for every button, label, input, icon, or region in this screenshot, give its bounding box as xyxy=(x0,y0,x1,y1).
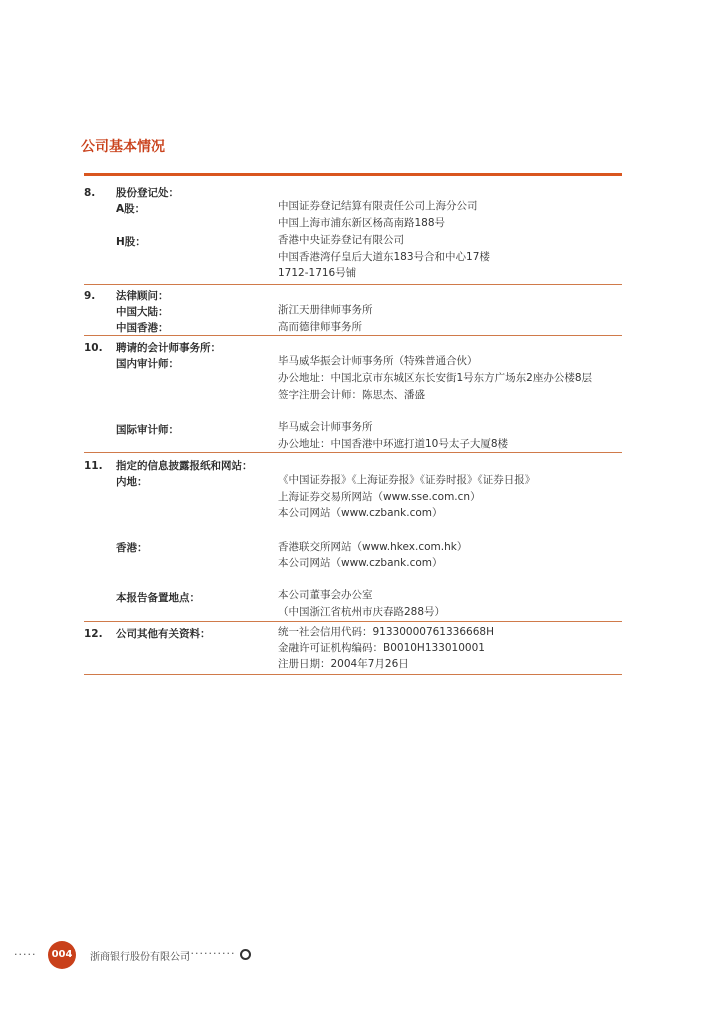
h-share-label: H股： xyxy=(116,236,146,248)
section-11-label: 指定的信息披露报纸和网站： xyxy=(116,460,253,472)
h-share-line-1: 香港中央证券登记有限公司 xyxy=(278,234,404,246)
a-share-label: A股： xyxy=(116,203,146,215)
domestic-auditor-label: 国内审计师： xyxy=(116,358,179,370)
credit-code: 统一社会信用代码：91330000761336668H xyxy=(278,626,494,638)
footer-company-name: 浙商银行股份有限公司 xyxy=(90,952,190,963)
hk-media-line-2: 本公司网站（www.czbank.com） xyxy=(278,557,443,569)
section-10-number: 10. xyxy=(84,342,103,354)
mainland-law-label: 中国大陆： xyxy=(116,306,169,318)
section-divider xyxy=(84,674,622,675)
circle-end-icon xyxy=(240,949,251,960)
section-12-label: 公司其他有关资料： xyxy=(116,628,211,640)
report-place-line-1: 本公司董事会办公室 xyxy=(278,589,373,601)
section-11-number: 11. xyxy=(84,460,103,472)
mainland-media-line-2: 上海证券交易所网站（www.sse.com.cn） xyxy=(278,491,481,503)
intl-auditor-label: 国际审计师： xyxy=(116,424,179,436)
mainland-law-value: 浙江天册律师事务所 xyxy=(278,304,373,316)
title-divider xyxy=(84,173,622,176)
page-title: 公司基本情况 xyxy=(81,139,165,155)
a-share-line-1: 中国证券登记结算有限责任公司上海分公司 xyxy=(278,200,478,212)
section-8-label: 股份登记处： xyxy=(116,187,179,199)
hk-media-label: 香港： xyxy=(116,542,148,554)
a-share-line-2: 中国上海市浦东新区杨高南路188号 xyxy=(278,217,446,229)
section-12-number: 12. xyxy=(84,628,103,640)
report-place-line-2: （中国浙江省杭州市庆春路288号） xyxy=(278,606,446,618)
mainland-media-line-3: 本公司网站（www.czbank.com） xyxy=(278,507,443,519)
section-divider xyxy=(84,284,622,285)
intl-auditor-line-1: 毕马威会计师事务所 xyxy=(278,421,373,433)
domestic-auditor-line-3: 签字注册会计师：陈思杰、潘盛 xyxy=(278,389,425,401)
section-8-number: 8. xyxy=(84,187,96,199)
hk-law-label: 中国香港： xyxy=(116,322,169,334)
page-number-badge: 004 xyxy=(48,941,76,969)
hk-media-line-1: 香港联交所网站（www.hkex.com.hk） xyxy=(278,541,468,553)
section-10-label: 聘请的会计师事务所： xyxy=(116,342,221,354)
section-9-label: 法律顾问： xyxy=(116,290,169,302)
hk-law-value: 高而德律师事务所 xyxy=(278,321,362,333)
report-place-label: 本报告备置地点： xyxy=(116,592,200,604)
intl-auditor-line-2: 办公地址：中国香港中环遮打道10号太子大厦8楼 xyxy=(278,438,509,450)
registration-date: 注册日期：2004年7月26日 xyxy=(278,658,409,670)
footer-dots-right: ··········· xyxy=(186,947,236,960)
mainland-media-line-1: 《中国证券报》《上海证券报》《证券时报》《证券日报》 xyxy=(278,474,536,486)
domestic-auditor-line-1: 毕马威华振会计师事务所（特殊普通合伙） xyxy=(278,355,478,367)
section-divider xyxy=(84,452,622,453)
mainland-media-label: 内地： xyxy=(116,476,148,488)
domestic-auditor-line-2: 办公地址：中国北京市东城区东长安街1号东方广场东2座办公楼8层 xyxy=(278,372,593,384)
h-share-line-2: 中国香港湾仔皇后大道东183号合和中心17楼 xyxy=(278,251,490,263)
h-share-line-3: 1712-1716号铺 xyxy=(278,267,357,279)
section-divider xyxy=(84,335,622,336)
footer-dots-left: ····· xyxy=(14,948,37,961)
section-divider xyxy=(84,621,622,622)
section-9-number: 9. xyxy=(84,290,96,302)
license-code: 金融许可证机构编码：B0010H133010001 xyxy=(278,642,485,654)
